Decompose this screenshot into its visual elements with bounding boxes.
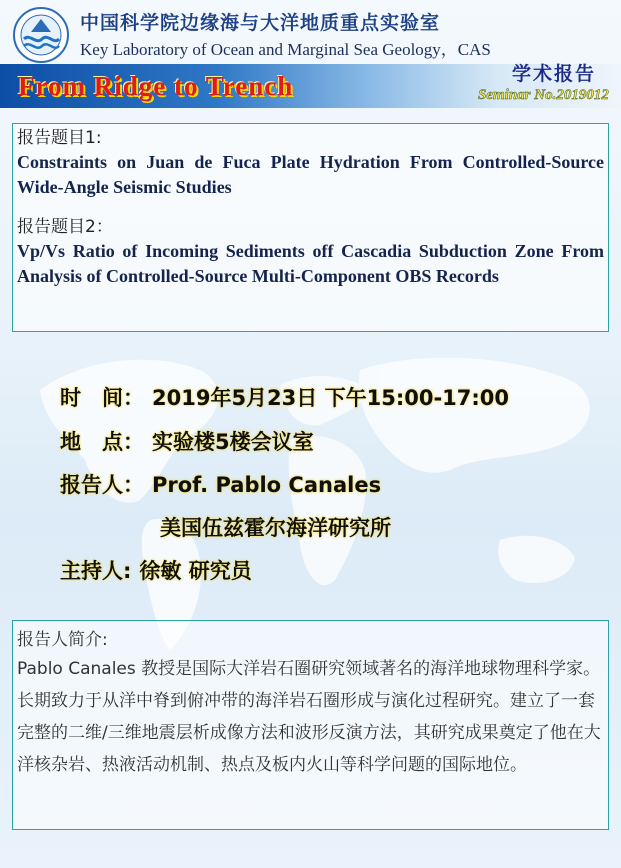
bio-text: Pablo Canales 教授是国际大洋岩石圈研究领域著名的海洋地球物理科学家。长期致力于从洋中脊到俯冲带的海洋岩石圈形成与演化过程研究。建立了一套完整的二维/三维地震层析成像方法和波形反演方法，其研究成果奠定了他在大洋核杂岩、热液活动机制、热点及板内火山等科学问题的国际地位。: [17, 659, 601, 775]
institute-logo-icon: [12, 6, 70, 64]
bio-label: 报告人简介:: [17, 630, 108, 650]
topic-2-title: Vp/Vs Ratio of Incoming Sediments off Cascadia Subduction Zone From Analysis of Controlled-Source Multi-Component OBS Records: [17, 241, 604, 286]
time-row: [60, 382, 509, 412]
header: [0, 0, 621, 110]
host-value: 徐敏 研究员: [139, 559, 252, 583]
seminar-label: 学术报告: [512, 63, 597, 85]
host-row: [60, 555, 252, 585]
topics-box: [12, 123, 609, 332]
institute-name-cn: 中国科学院边缘海与大洋地质重点实验室: [80, 12, 441, 34]
speaker-row: [60, 469, 381, 499]
time-label: 时 间：: [60, 386, 144, 410]
host-label: 主持人:: [60, 559, 132, 583]
seminar-number: Seminar No.2019012: [478, 87, 609, 103]
topic-1-label: 报告题目1:: [17, 128, 102, 148]
topic-2-label: 报告题目2：: [17, 217, 113, 237]
speaker-label: 报告人：: [60, 473, 144, 497]
place-value: 实验楼5楼会议室: [152, 430, 314, 454]
institute-name-en: Key Laboratory of Ocean and Marginal Sea Geology，CAS: [80, 40, 491, 59]
speaker-value: Prof. Pablo Canales: [152, 473, 382, 497]
bio-box: [12, 620, 609, 830]
speaker-affiliation: 美国伍兹霍尔海洋研究所: [160, 516, 391, 540]
topic-1-title: Constraints on Juan de Fuca Plate Hydration From Controlled-Source Wide-Angle Seismic Studies: [17, 152, 604, 197]
place-row: [60, 426, 314, 456]
time-value: 2019年5月23日 下午15:00-17:00: [152, 386, 509, 410]
series-title: From Ridge to Trench: [18, 71, 294, 101]
place-label: 地 点：: [60, 430, 144, 454]
